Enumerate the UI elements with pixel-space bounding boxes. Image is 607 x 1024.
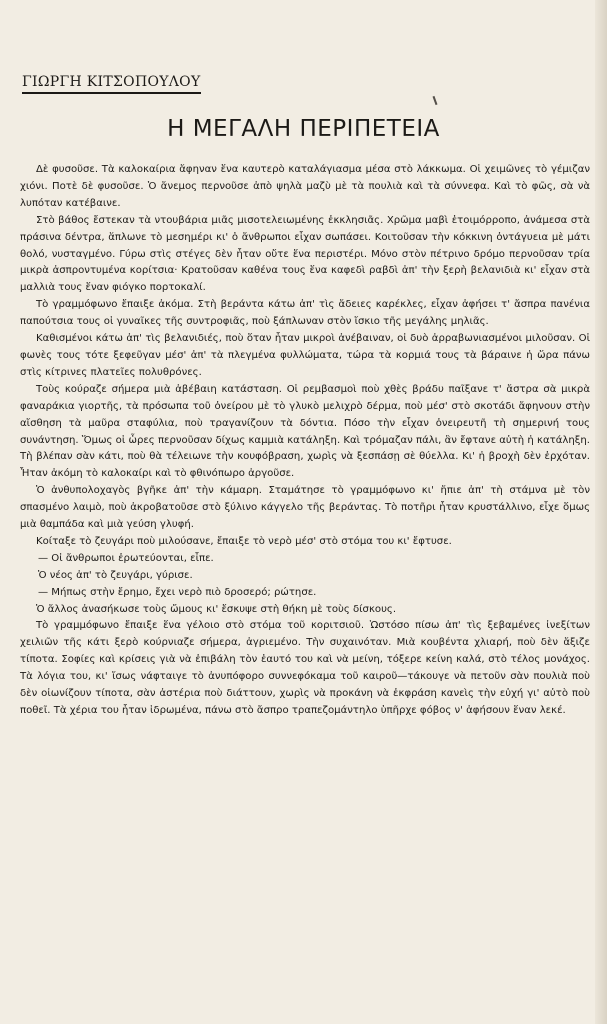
paragraph: Τὸ γραμμόφωνο ἔπαιξε ἕνα γέλοιο στὸ στόμα τοῦ κοριτσιοῦ. Ὡστόσο πίσω ἀπ' τὶς ξεβαμένες ἰνεξίτων χειλιῶν τῆς κάτι ξερὸ κούρνιαζε σήμερα, ἀγριεμένο. Τὴν συχαινόταν. Μιὰ κουβέντα χλιαρή, ποὺ δὲν ἄξιζε τίποτα. Σοφίες καὶ κρίσεις γιὰ νὰ ἐπιβάλη τὸν ἑαυτό του καὶ νὰ μείνη, τόξερε κείνη καλά, στὸ τέλος μονάχος. Τὰ λόγια του, κι' ἴσως νάφταιγε τὸ ἀνυπόφορο συννεφόκαμα τοῦ καιροῦ—τάκουγε νὰ πετοῦν σὰν πουλιὰ ποὺ δὲν οἰωνίζουν τίποτα, σὰν ἀστέρια ποὺ διάττουν, χωρὶς νὰ προκάνη νὰ ἐκφράση κανεὶς τὴν εὐχή γι' αὐτὸ ποὺ ποθεῖ. Τὰ χέρια του ἦταν ἱδρωμένα, πάνω στὸ ἄσπρο τραπεζομάντηλο ὑπῆρχε φόβος ν' ἀφήσουν ἕναν λεκέ. xyxy=(20,620,590,716)
paragraph: Τὸ γραμμόφωνο ἔπαιξε ἀκόμα. Στὴ βεράντα κάτω ἀπ' τὶς ἄδειες καρέκλες, εἶχαν ἀφήσει τ' ἄσπρα πανένια παπούτσια τους οἱ γυναῖκες τῆς συντροφιᾶς, ποὺ ξάπλωναν στὸν ἴσκιο τῆς μεγάλης μηλιᾶς. xyxy=(20,299,590,328)
paragraph: Τοὺς κούραζε σήμερα μιὰ ἀβέβαιη κατάσταση. Οἱ ρεμβασμοὶ ποὺ χθὲς βράδυ παῖξανε τ' ἄστρα σὰ μικρὰ φαναράκια γιορτῆς, τὰ πρόσωπα τοῦ ὀνείρου μὲ τὸ γλυκὸ μελιχρὸ δέρμα, ποὺ μέσ' στὸ σκοτάδι ἄφηνουν στὴν αἴσθηση τὰ μαῦρα σταφύλια, ποὺ τραγανίζουν τὰ δόντια. Πόσο τὴν εἶχαν ὀνειρευτῆ τὴ σημερινή τους συνάντηση. Ὅμως οἱ ὧρες περνοῦσαν δίχως καμμιὰ κατάληξη. Καὶ τρόμαζαν πάλι, ἂν ἔφτανε αὐτὴ ἡ κατάληξη. Τὴ βλέπαν σὰν κάτι, ποὺ θὰ τέλειωνε τὴν κουφόβραση, χωρὶς νὰ ξεσπάσῃ σὲ θύελλα. Κι' ἡ βροχὴ δὲν ἐρχόταν. Ἦταν ἀκόμη τὸ καλοκαίρι καὶ τὸ φθινόπωρο ἀργοῦσε. xyxy=(20,383,590,480)
paragraph: Καθισμένοι κάτω ἀπ' τὶς βελανιδιές, ποὺ ὅταν ἦταν μικροὶ ἀνέβαιναν, οἱ δυὸ ἀρραβωνιασμένοι μιλοῦσαν. Οἱ φωνὲς τους τότε ξεφεῦγαν μέσ' ἀπ' τὰ πλεγμένα φυλλώματα, τώρα τὰ κορμιά τους τὰ βάραινε ἡ ὥρα πάνω στὶς κίτρινες πλατεῖες πολυθρόνες. xyxy=(20,333,590,378)
dialogue-line: Ὁ νέος ἀπ' τὸ ζευγάρι, γύρισε. xyxy=(38,569,193,581)
author-name: ΓΙΩΡΓΗ ΚΙΤΣΟΠΟΥΛΟΥ xyxy=(22,74,201,94)
dialogue-line: — Οἱ ἄνθρωποι ἐρωτεύονται, εἶπε. xyxy=(38,552,214,564)
paragraph: Ὁ ἄλλος ἀνασήκωσε τοὺς ὤμους κι' ἔσκυψε στὴ θήκη μὲ τοὺς δίσκους. xyxy=(36,603,397,615)
paragraph: Ὁ ἀνθυπολοχαγὸς βγῆκε ἀπ' τὴν κάμαρη. Σταμάτησε τὸ γραμμόφωνο κι' ἤπιε ἀπ' τὴ στάμνα μὲ τὸν σπασμένο λαιμὸ, ποὺ ἀκροβατοῦσε στὸ ξύλινο κάγγελο τῆς βεράντας. Τὸ ποτῆρι ἦταν κρυστάλλινο, εἶχε ὅμως μιὰ θαμπάδα καὶ μιὰ γεύση γλυφή. xyxy=(20,485,590,531)
ink-mark xyxy=(433,96,438,105)
story-title: Η ΜΕΓΑΛΗ ΠΕΡΙΠΕΤΕΙΑ xyxy=(167,116,440,142)
dialogue-line: — Μήπως στὴν ἔρημο, ἔχει νερὸ πιὸ δροσερό; ρώτησε. xyxy=(38,586,317,598)
paragraph: Δὲ φυσοῦσε. Τὰ καλοκαίρια ἄφηναν ἕνα καυτερὸ καταλάγιασμα μέσα στὸ λάκκωμα. Οἱ χειμῶνες τὸ γέμιζαν χιόνι. Ποτὲ δὲ φυσοῦσε. Ὁ ἄνεμος περνοῦσε ἀπὸ ψηλὰ μαζὺ μὲ τὰ πουλιὰ καὶ τὰ σύννεφα. Καὶ τὸ φῶς, σὰ νὰ λυπόταν κατέβαινε. xyxy=(20,164,590,209)
story-body xyxy=(20,162,590,720)
paragraph: Στὸ βάθος ἔστεκαν τὰ ντουβάρια μιᾶς μισοτελειωμένης ἐκκλησιᾶς. Χρῶμα μαβὶ ἑτοιμόρροπο, ἀνάμεσα στὰ πράσινα δέντρα, ἅπλωνε τὸ μεσημέρι κι' ὁ ἄνθρωποι εἶχαν σωπάσει. Κοιτοῦσαν τὴν κόκκινη ὀντάγυεια μὲ μάτι θολό, νυσταγμένο. Γύρω στὶς στέγες δὲν ἦταν οὔτε ἕνα περιστέρι. Μόνο στὸν πέτρινο δρόμο περνοῦσαν τρία μικρὰ ἀσπροντυμένα κορίτσια· Κρατοῦσαν καθένα τους ἕνα καφεδὶ ραβδὶ ἀπ' τὴν ξερὴ βελανιδιὰ κι' εἶχαν στὰ μαλλιὰ τους ἕναν φιόγκο πορτοκαλί. xyxy=(20,214,590,294)
page-edge-shadow xyxy=(595,0,607,1024)
paragraph: Κοίταξε τὸ ζευγάρι ποὺ μιλούσανε, ἔπαιξε τὸ νερὸ μέσ' στὸ στόμα του κι' ἔφτυσε. xyxy=(36,535,452,547)
